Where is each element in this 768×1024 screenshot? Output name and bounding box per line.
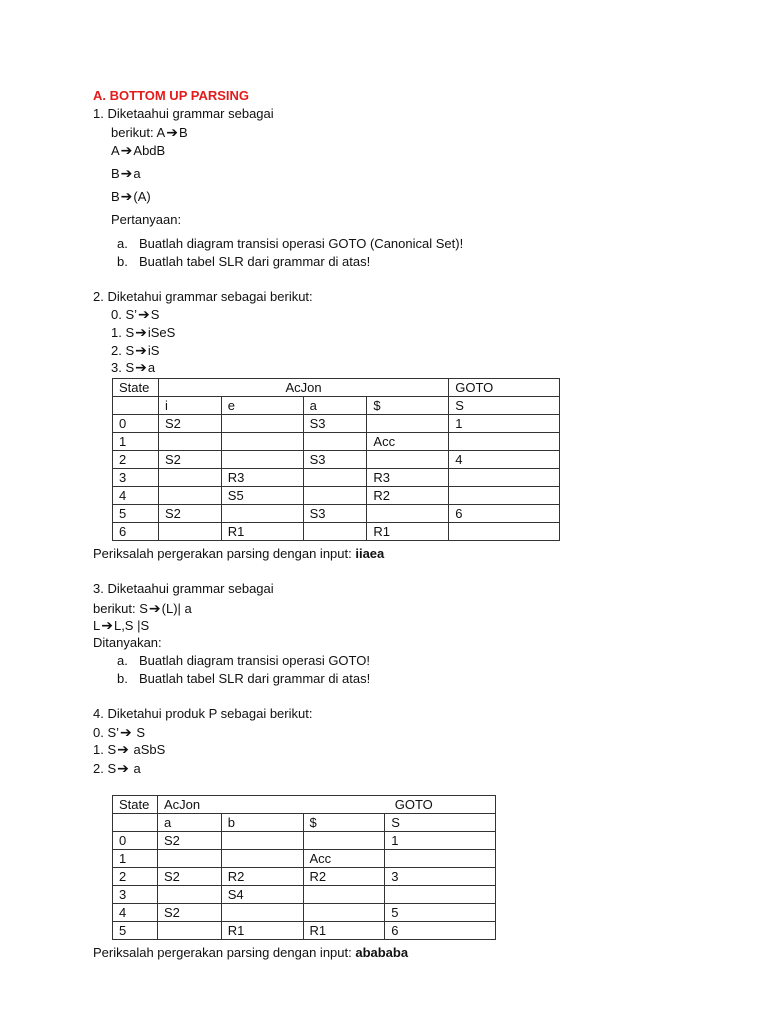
table-cell: 3 <box>385 868 496 886</box>
table-cell <box>221 433 303 451</box>
table-cell: 1 <box>449 415 560 433</box>
table-cell: S3 <box>303 505 367 523</box>
table-cell <box>303 433 367 451</box>
table-row <box>113 832 496 850</box>
table-cell <box>157 886 221 904</box>
check-text: Periksalah pergerakan parsing dengan input: <box>93 546 356 561</box>
table-cell: Acc <box>303 850 385 868</box>
list-marker: b. <box>117 671 128 686</box>
table-cell <box>303 904 385 922</box>
slr-table-q4 <box>112 795 496 940</box>
table-cell <box>157 850 221 868</box>
table-cell: 1 <box>113 433 159 451</box>
table-cell: R1 <box>303 922 385 940</box>
q2-intro: 2. Diketahui grammar sebagai berikut: <box>93 289 313 304</box>
section-title: A. BOTTOM UP PARSING <box>93 88 250 103</box>
slr-table-q2 <box>112 378 560 541</box>
table-cell: R2 <box>303 868 385 886</box>
rule-lhs: 1. S <box>111 325 135 340</box>
q2-check-input <box>93 546 384 562</box>
table-cell <box>221 415 303 433</box>
q3-item-b <box>117 671 371 687</box>
table-cell <box>303 469 367 487</box>
arrow-icon: ➔ <box>120 188 133 204</box>
rule-lhs: A <box>111 143 120 158</box>
table-subheader: b <box>221 814 303 832</box>
list-marker: a. <box>117 236 128 251</box>
table-header-goto: GOTO <box>449 379 560 397</box>
table-row <box>113 922 496 940</box>
q1-question-label: Pertanyaan: <box>111 212 182 227</box>
arrow-icon: ➔ <box>166 124 178 140</box>
table-subheader: i <box>158 397 221 415</box>
table-cell <box>449 487 560 505</box>
check-text: Periksalah pergerakan parsing dengan input: <box>93 945 356 960</box>
q3-rule-1 <box>93 617 149 634</box>
table-cell <box>367 415 449 433</box>
check-input-value: iiaea <box>355 546 385 561</box>
rule-lhs: B <box>111 166 120 181</box>
table-header-action: AcJon <box>157 796 384 814</box>
q1-rule-1 <box>111 142 165 159</box>
rule-lhs: 0. S’ <box>111 307 138 322</box>
table-cell: S2 <box>157 868 221 886</box>
table-header-action: AcJon <box>158 379 448 397</box>
rule-lhs: B <box>111 189 120 204</box>
table-cell <box>449 523 560 541</box>
rule-rhs: a <box>133 166 141 181</box>
q4-rule-1 <box>93 741 165 758</box>
table-cell <box>303 487 367 505</box>
table-cell: 1 <box>385 832 496 850</box>
rule-lhs: 3. S <box>111 360 135 375</box>
table-row <box>113 523 560 541</box>
table-cell <box>158 433 221 451</box>
table-cell <box>303 886 385 904</box>
table-row <box>113 469 560 487</box>
q1-rule-2 <box>111 165 141 182</box>
list-text: Buatlah diagram transisi operasi GOTO! <box>139 653 370 668</box>
table-cell <box>157 922 221 940</box>
table-cell <box>385 886 496 904</box>
table-cell <box>367 505 449 523</box>
table-cell: R3 <box>367 469 449 487</box>
rule-rhs: (A) <box>133 189 151 204</box>
q4-check-input <box>93 945 408 961</box>
table-cell: 4 <box>113 487 159 505</box>
arrow-icon: ➔ <box>117 760 129 776</box>
list-marker: b. <box>117 254 128 269</box>
arrow-icon: ➔ <box>148 600 161 616</box>
table-row <box>113 433 560 451</box>
table-cell <box>385 850 496 868</box>
table-cell: S2 <box>157 904 221 922</box>
table-cell <box>113 397 159 415</box>
q4-intro: 4. Diketahui produk P sebagai berikut: <box>93 706 313 721</box>
rule-lhs: 1. S <box>93 742 117 757</box>
arrow-icon: ➔ <box>120 724 132 740</box>
table-cell: S2 <box>158 505 221 523</box>
q2-rule-3 <box>111 359 155 376</box>
rule-rhs: iS <box>147 343 160 358</box>
table-cell: S3 <box>303 451 367 469</box>
q4-rule-0 <box>93 724 145 741</box>
table-row <box>113 505 560 523</box>
table-cell: 2 <box>113 868 158 886</box>
arrow-icon: ➔ <box>135 359 147 375</box>
arrow-icon: ➔ <box>135 342 147 358</box>
list-text: Buatlah tabel SLR dari grammar di atas! <box>139 254 371 269</box>
rule-lhs: 2. S <box>93 761 117 776</box>
table-cell: 3 <box>113 886 158 904</box>
table-cell: 0 <box>113 832 158 850</box>
table-cell: 5 <box>113 505 159 523</box>
check-input-value: abababa <box>355 945 409 960</box>
table-subheader: a <box>157 814 221 832</box>
table-subheader: e <box>221 397 303 415</box>
table-row <box>113 451 560 469</box>
table-cell <box>158 523 221 541</box>
q3-item-a <box>117 653 370 669</box>
rule-lhs: 0. S’ <box>93 725 120 740</box>
table-cell: R3 <box>221 469 303 487</box>
arrow-icon: ➔ <box>135 324 147 340</box>
table-cell <box>449 433 560 451</box>
table-cell <box>221 904 303 922</box>
table-cell: S2 <box>158 451 221 469</box>
table-cell: 6 <box>449 505 560 523</box>
table-subheader: S <box>449 397 560 415</box>
table-row <box>113 868 496 886</box>
table-cell: R1 <box>221 523 303 541</box>
table-cell <box>113 814 158 832</box>
table-cell <box>303 832 385 850</box>
table-cell: 0 <box>113 415 159 433</box>
arrow-icon: ➔ <box>101 617 113 633</box>
table-cell: S2 <box>157 832 221 850</box>
table-cell <box>158 469 221 487</box>
table-cell <box>158 487 221 505</box>
rule-rhs: a <box>129 761 141 776</box>
table-row <box>113 904 496 922</box>
table-cell: R2 <box>221 868 303 886</box>
rule-lhs: berikut: S <box>93 601 148 616</box>
table-cell <box>221 451 303 469</box>
arrow-icon: ➔ <box>138 306 150 322</box>
rule-rhs: iSeS <box>147 325 176 340</box>
table-subheader: S <box>385 814 496 832</box>
table-cell: S3 <box>303 415 367 433</box>
list-text: Buatlah tabel SLR dari grammar di atas! <box>139 671 371 686</box>
table-cell <box>449 469 560 487</box>
table-cell: 1 <box>113 850 158 868</box>
rule-rhs: AbdB <box>133 143 166 158</box>
table-cell <box>221 505 303 523</box>
q3-intro: 3. Diketaahui grammar sebagai <box>93 581 274 596</box>
arrow-icon: ➔ <box>120 142 133 158</box>
rule-lhs: L <box>93 618 101 633</box>
table-cell: S5 <box>221 487 303 505</box>
list-marker: a. <box>117 653 128 668</box>
table-subheader: $ <box>367 397 449 415</box>
arrow-icon: ➔ <box>120 165 133 181</box>
table-cell <box>221 850 303 868</box>
table-cell: 4 <box>449 451 560 469</box>
rule-rhs: L,S |S <box>113 618 150 633</box>
table-cell: S2 <box>158 415 221 433</box>
table-header-state: State <box>113 379 159 397</box>
table-cell: 5 <box>385 904 496 922</box>
table-cell: R1 <box>221 922 303 940</box>
list-text: Buatlah diagram transisi operasi GOTO (Canonical Set)! <box>139 236 464 251</box>
table-cell: 5 <box>113 922 158 940</box>
table-cell: 2 <box>113 451 159 469</box>
table-cell: S4 <box>221 886 303 904</box>
rule-rhs: B <box>178 125 188 140</box>
table-row <box>113 415 560 433</box>
table-cell <box>221 832 303 850</box>
table-cell: 6 <box>385 922 496 940</box>
table-cell <box>367 451 449 469</box>
table-cell: R1 <box>367 523 449 541</box>
table-cell <box>303 523 367 541</box>
rule-rhs: (L)| a <box>161 601 192 616</box>
table-cell: Acc <box>367 433 449 451</box>
table-cell: 4 <box>113 904 158 922</box>
q3-rule-0 <box>93 600 192 617</box>
table-row <box>113 886 496 904</box>
q1-rule-3 <box>111 188 151 205</box>
table-subheader: $ <box>303 814 385 832</box>
rule-lhs: berikut: A <box>111 125 166 140</box>
q3-question-label: Ditanyakan: <box>93 635 162 650</box>
table-row <box>113 850 496 868</box>
table-row <box>113 487 560 505</box>
q1-intro: 1. Diketaahui grammar sebagai <box>93 106 274 121</box>
q2-rule-2 <box>111 342 159 359</box>
arrow-icon: ➔ <box>117 741 129 757</box>
q1-item-b <box>117 254 371 270</box>
rule-lhs: 2. S <box>111 343 135 358</box>
q2-rule-1 <box>111 324 175 341</box>
q1-item-a <box>117 236 464 252</box>
rule-rhs: aSbS <box>129 742 166 757</box>
rule-rhs: S <box>132 725 146 740</box>
rule-rhs: S <box>150 307 160 322</box>
table-cell: 6 <box>113 523 159 541</box>
rule-rhs: a <box>147 360 156 375</box>
q1-rule-0 <box>111 124 188 141</box>
q2-rule-0 <box>111 306 159 323</box>
table-subheader: a <box>303 397 367 415</box>
table-cell: R2 <box>367 487 449 505</box>
q4-rule-2 <box>93 760 141 777</box>
table-header-state: State <box>113 796 158 814</box>
table-header-goto: GOTO <box>385 796 496 814</box>
table-cell: 3 <box>113 469 159 487</box>
